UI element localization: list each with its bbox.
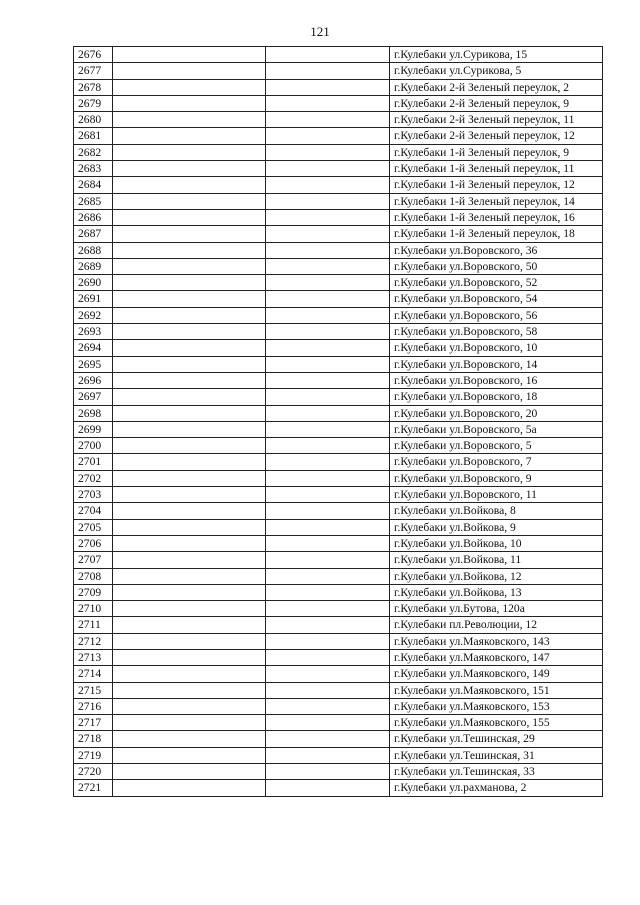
row-number: 2699	[74, 421, 113, 437]
empty-cell	[113, 503, 266, 519]
table-row	[74, 682, 603, 698]
address-cell: г.Кулебаки ул.Войкова, 12	[390, 568, 603, 584]
address-cell: г.Кулебаки ул.Маяковского, 151	[390, 682, 603, 698]
row-number: 2684	[74, 177, 113, 193]
row-number: 2702	[74, 470, 113, 486]
address-cell: г.Кулебаки ул.Воровского, 14	[390, 356, 603, 372]
row-number: 2714	[74, 666, 113, 682]
empty-cell	[266, 177, 390, 193]
table-row	[74, 731, 603, 747]
table-row	[74, 552, 603, 568]
empty-cell	[113, 421, 266, 437]
table-row	[74, 128, 603, 144]
row-number: 2708	[74, 568, 113, 584]
table-row	[74, 601, 603, 617]
table-row	[74, 291, 603, 307]
address-cell: г.Кулебаки ул.Воровского, 7	[390, 454, 603, 470]
empty-cell	[113, 731, 266, 747]
empty-cell	[266, 747, 390, 763]
address-cell: г.Кулебаки ул.Маяковского, 149	[390, 666, 603, 682]
empty-cell	[113, 161, 266, 177]
empty-cell	[113, 356, 266, 372]
row-number: 2676	[74, 47, 113, 63]
table-row	[74, 421, 603, 437]
address-cell: г.Кулебаки ул.Воровского, 20	[390, 405, 603, 421]
empty-cell	[266, 324, 390, 340]
empty-cell	[113, 95, 266, 111]
empty-cell	[113, 144, 266, 160]
row-number: 2716	[74, 698, 113, 714]
table-row	[74, 666, 603, 682]
row-number: 2678	[74, 79, 113, 95]
table-row	[74, 487, 603, 503]
empty-cell	[113, 780, 266, 796]
empty-cell	[113, 649, 266, 665]
row-number: 2680	[74, 112, 113, 128]
empty-cell	[113, 275, 266, 291]
row-number: 2697	[74, 389, 113, 405]
address-cell: г.Кулебаки ул.Тешинская, 33	[390, 764, 603, 780]
row-number: 2698	[74, 405, 113, 421]
row-number: 2691	[74, 291, 113, 307]
row-number: 2679	[74, 95, 113, 111]
empty-cell	[266, 372, 390, 388]
row-number: 2694	[74, 340, 113, 356]
empty-cell	[113, 617, 266, 633]
table-row	[74, 63, 603, 79]
row-number: 2717	[74, 715, 113, 731]
row-number: 2709	[74, 584, 113, 600]
address-cell: г.Кулебаки ул.Воровского, 54	[390, 291, 603, 307]
address-cell: г.Кулебаки ул.Воровского, 9	[390, 470, 603, 486]
empty-cell	[113, 226, 266, 242]
row-number: 2683	[74, 161, 113, 177]
row-number: 2720	[74, 764, 113, 780]
empty-cell	[266, 242, 390, 258]
empty-cell	[266, 421, 390, 437]
table-row	[74, 715, 603, 731]
address-cell: г.Кулебаки 1-й Зеленый переулок, 12	[390, 177, 603, 193]
empty-cell	[266, 552, 390, 568]
address-cell: г.Кулебаки ул.Войкова, 9	[390, 519, 603, 535]
empty-cell	[266, 209, 390, 225]
table-row	[74, 568, 603, 584]
table-row	[74, 698, 603, 714]
table-row	[74, 307, 603, 323]
row-number: 2706	[74, 535, 113, 551]
table-row	[74, 535, 603, 551]
empty-cell	[113, 307, 266, 323]
row-number: 2695	[74, 356, 113, 372]
address-table	[73, 46, 603, 797]
empty-cell	[266, 47, 390, 63]
empty-cell	[266, 275, 390, 291]
address-cell: г.Кулебаки 1-й Зеленый переулок, 14	[390, 193, 603, 209]
empty-cell	[113, 633, 266, 649]
table-row	[74, 617, 603, 633]
address-cell: г.Кулебаки ул.Маяковского, 155	[390, 715, 603, 731]
address-cell: г.Кулебаки 2-й Зеленый переулок, 12	[390, 128, 603, 144]
row-number: 2711	[74, 617, 113, 633]
row-number: 2721	[74, 780, 113, 796]
address-cell: г.Кулебаки ул.Воровского, 36	[390, 242, 603, 258]
empty-cell	[113, 519, 266, 535]
row-number: 2707	[74, 552, 113, 568]
empty-cell	[113, 535, 266, 551]
table-row	[74, 372, 603, 388]
empty-cell	[113, 470, 266, 486]
empty-cell	[113, 682, 266, 698]
empty-cell	[266, 112, 390, 128]
address-cell: г.Кулебаки ул.Воровского, 11	[390, 487, 603, 503]
empty-cell	[266, 519, 390, 535]
address-cell: г.Кулебаки ул.рахманова, 2	[390, 780, 603, 796]
empty-cell	[113, 112, 266, 128]
table-row	[74, 405, 603, 421]
empty-cell	[266, 487, 390, 503]
address-cell: г.Кулебаки ул.Войкова, 8	[390, 503, 603, 519]
table-row	[74, 584, 603, 600]
address-cell: г.Кулебаки ул.Воровского, 10	[390, 340, 603, 356]
address-cell: г.Кулебаки ул.Войкова, 10	[390, 535, 603, 551]
empty-cell	[266, 503, 390, 519]
empty-cell	[113, 340, 266, 356]
row-number: 2719	[74, 747, 113, 763]
empty-cell	[113, 79, 266, 95]
table-row	[74, 438, 603, 454]
row-number: 2712	[74, 633, 113, 649]
row-number: 2690	[74, 275, 113, 291]
empty-cell	[266, 193, 390, 209]
table-row	[74, 389, 603, 405]
row-number: 2705	[74, 519, 113, 535]
table-row	[74, 649, 603, 665]
empty-cell	[266, 356, 390, 372]
empty-cell	[113, 258, 266, 274]
row-number: 2696	[74, 372, 113, 388]
address-cell: г.Кулебаки 1-й Зеленый переулок, 16	[390, 209, 603, 225]
empty-cell	[113, 666, 266, 682]
address-cell: г.Кулебаки ул.Тешинская, 31	[390, 747, 603, 763]
address-cell: г.Кулебаки ул.Воровского, 52	[390, 275, 603, 291]
address-cell: г.Кулебаки ул.Воровского, 16	[390, 372, 603, 388]
address-cell: г.Кулебаки ул.Сурикова, 5	[390, 63, 603, 79]
table-row	[74, 470, 603, 486]
address-cell: г.Кулебаки ул.Тешинская, 29	[390, 731, 603, 747]
row-number: 2682	[74, 144, 113, 160]
empty-cell	[113, 568, 266, 584]
address-cell: г.Кулебаки ул.Воровского, 58	[390, 324, 603, 340]
address-cell: г.Кулебаки ул.Воровского, 56	[390, 307, 603, 323]
empty-cell	[266, 601, 390, 617]
table-row	[74, 780, 603, 796]
empty-cell	[266, 307, 390, 323]
row-number: 2718	[74, 731, 113, 747]
row-number: 2693	[74, 324, 113, 340]
empty-cell	[113, 291, 266, 307]
empty-cell	[266, 731, 390, 747]
table-row	[74, 226, 603, 242]
empty-cell	[113, 242, 266, 258]
table-row	[74, 747, 603, 763]
empty-cell	[113, 128, 266, 144]
table-row	[74, 503, 603, 519]
empty-cell	[113, 601, 266, 617]
empty-cell	[266, 715, 390, 731]
empty-cell	[266, 340, 390, 356]
row-number: 2677	[74, 63, 113, 79]
address-cell: г.Кулебаки ул.Сурикова, 15	[390, 47, 603, 63]
table-row	[74, 633, 603, 649]
table-row	[74, 242, 603, 258]
empty-cell	[113, 747, 266, 763]
empty-cell	[266, 666, 390, 682]
table-row	[74, 764, 603, 780]
row-number: 2686	[74, 209, 113, 225]
row-number: 2689	[74, 258, 113, 274]
address-cell: г.Кулебаки 2-й Зеленый переулок, 11	[390, 112, 603, 128]
empty-cell	[266, 161, 390, 177]
address-cell: г.Кулебаки 1-й Зеленый переулок, 18	[390, 226, 603, 242]
empty-cell	[113, 372, 266, 388]
empty-cell	[113, 584, 266, 600]
table-row	[74, 177, 603, 193]
table-row	[74, 340, 603, 356]
empty-cell	[266, 617, 390, 633]
empty-cell	[113, 63, 266, 79]
row-number: 2687	[74, 226, 113, 242]
address-cell: г.Кулебаки ул.Воровского, 50	[390, 258, 603, 274]
empty-cell	[113, 209, 266, 225]
table-row	[74, 95, 603, 111]
empty-cell	[113, 405, 266, 421]
page-number: 121	[310, 24, 330, 39]
table-row	[74, 454, 603, 470]
empty-cell	[266, 405, 390, 421]
empty-cell	[266, 226, 390, 242]
table-row	[74, 275, 603, 291]
empty-cell	[266, 95, 390, 111]
table-row	[74, 79, 603, 95]
address-cell: г.Кулебаки ул.Войкова, 13	[390, 584, 603, 600]
empty-cell	[266, 649, 390, 665]
empty-cell	[113, 324, 266, 340]
empty-cell	[266, 633, 390, 649]
empty-cell	[266, 584, 390, 600]
empty-cell	[266, 144, 390, 160]
row-number: 2703	[74, 487, 113, 503]
empty-cell	[113, 438, 266, 454]
row-number: 2701	[74, 454, 113, 470]
table-row	[74, 161, 603, 177]
empty-cell	[266, 128, 390, 144]
empty-cell	[113, 389, 266, 405]
empty-cell	[266, 258, 390, 274]
empty-cell	[113, 764, 266, 780]
row-number: 2692	[74, 307, 113, 323]
empty-cell	[266, 291, 390, 307]
table-body	[74, 47, 603, 797]
empty-cell	[266, 698, 390, 714]
empty-cell	[266, 454, 390, 470]
empty-cell	[113, 715, 266, 731]
empty-cell	[113, 177, 266, 193]
table-row	[74, 144, 603, 160]
table-row	[74, 209, 603, 225]
empty-cell	[113, 487, 266, 503]
empty-cell	[266, 764, 390, 780]
empty-cell	[266, 682, 390, 698]
empty-cell	[113, 698, 266, 714]
table-row	[74, 112, 603, 128]
empty-cell	[266, 470, 390, 486]
row-number: 2715	[74, 682, 113, 698]
empty-cell	[266, 780, 390, 796]
row-number: 2710	[74, 601, 113, 617]
address-cell: г.Кулебаки ул.Воровского, 5	[390, 438, 603, 454]
address-cell: г.Кулебаки ул.Войкова, 11	[390, 552, 603, 568]
empty-cell	[113, 47, 266, 63]
table-row	[74, 47, 603, 63]
address-cell: г.Кулебаки ул.Воровского, 5а	[390, 421, 603, 437]
empty-cell	[266, 389, 390, 405]
row-number: 2700	[74, 438, 113, 454]
empty-cell	[266, 535, 390, 551]
empty-cell	[113, 454, 266, 470]
table-row	[74, 193, 603, 209]
row-number: 2704	[74, 503, 113, 519]
row-number: 2713	[74, 649, 113, 665]
address-cell: г.Кулебаки 1-й Зеленый переулок, 9	[390, 144, 603, 160]
empty-cell	[266, 79, 390, 95]
empty-cell	[113, 193, 266, 209]
address-cell: г.Кулебаки 2-й Зеленый переулок, 2	[390, 79, 603, 95]
address-cell: г.Кулебаки 2-й Зеленый переулок, 9	[390, 95, 603, 111]
address-cell: г.Кулебаки ул.Маяковского, 143	[390, 633, 603, 649]
empty-cell	[113, 552, 266, 568]
table-row	[74, 324, 603, 340]
table-row	[74, 356, 603, 372]
table-row	[74, 519, 603, 535]
address-cell: г.Кулебаки ул.Бутова, 120а	[390, 601, 603, 617]
address-cell: г.Кулебаки 1-й Зеленый переулок, 11	[390, 161, 603, 177]
empty-cell	[266, 438, 390, 454]
empty-cell	[266, 63, 390, 79]
row-number: 2681	[74, 128, 113, 144]
address-cell: г.Кулебаки ул.Маяковского, 147	[390, 649, 603, 665]
address-cell: г.Кулебаки ул.Маяковского, 153	[390, 698, 603, 714]
table-row	[74, 258, 603, 274]
address-cell: г.Кулебаки ул.Воровского, 18	[390, 389, 603, 405]
row-number: 2685	[74, 193, 113, 209]
empty-cell	[266, 568, 390, 584]
address-cell: г.Кулебаки пл.Революции, 12	[390, 617, 603, 633]
row-number: 2688	[74, 242, 113, 258]
